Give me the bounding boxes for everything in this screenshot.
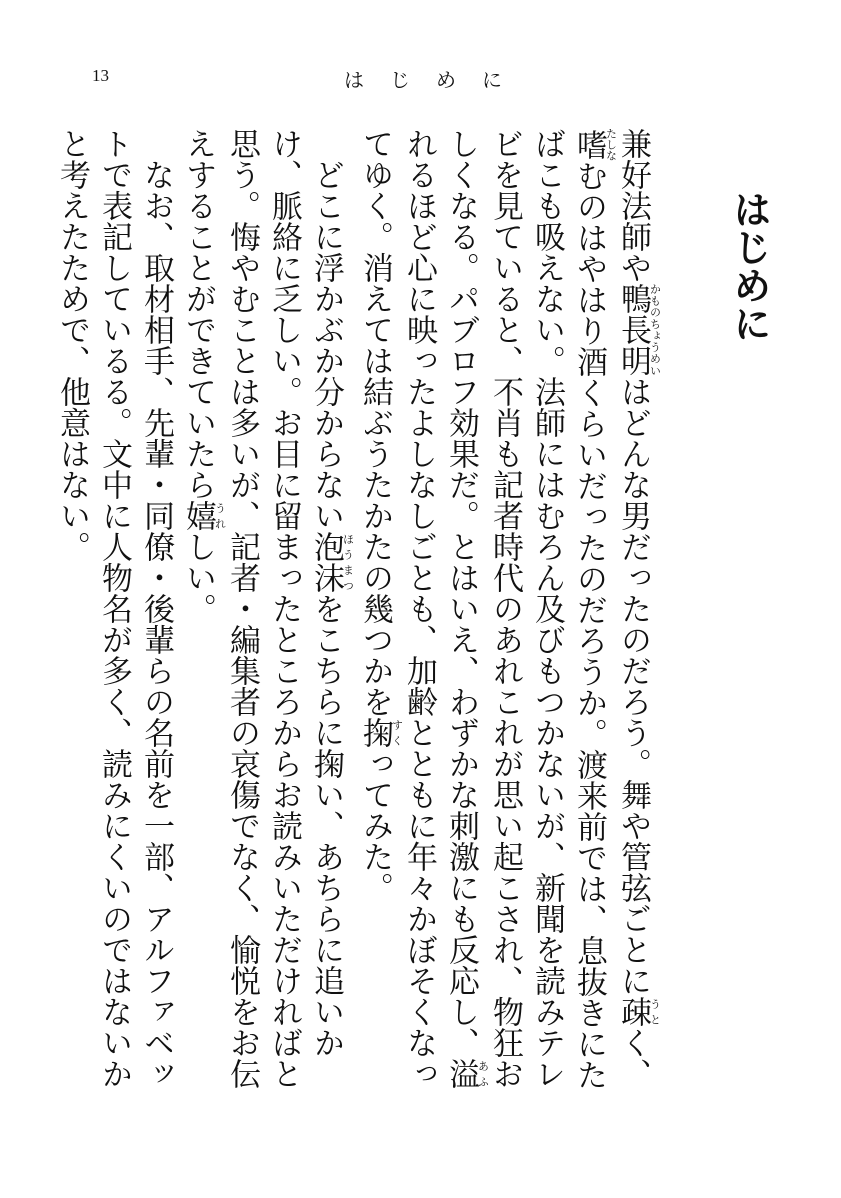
vertical-text-block (51, 128, 771, 1118)
ruby-annotated-text (571, 128, 618, 161)
paragraph (354, 128, 661, 1118)
text-segment: ってみた。 (357, 748, 393, 903)
running-head: はじめに (344, 70, 528, 92)
paragraph (51, 128, 177, 1118)
ruby-reading: すく (390, 717, 404, 748)
ruby-reading: あふ (476, 1058, 490, 1089)
ruby-base: 泡沫 (308, 531, 344, 593)
text-segment: れるほど心に映ったよしなしごとも、加齢とともに年々かぼそくなってゆく。消えては結ぶうたかたの幾つかを (357, 128, 437, 1089)
text-segment: く、 (615, 1027, 651, 1089)
paragraph (177, 128, 354, 1118)
text-segment: なお、取材相手、先輩・同僚・後輩らの名前を一部、アルファベットで表記しているる。文中に人物名が多く、読みにくいのではないかと考えたためで、他意はない。 (54, 128, 174, 1089)
text-segment: しい。 (180, 531, 216, 624)
ruby-annotated-text (308, 531, 355, 593)
page-number: 13 (92, 66, 109, 85)
page-header (0, 66, 841, 96)
text-segment: をこちらに掬い、あちらに追いかけ、脈絡に乏しい。お目に留まったところからお読みいただければと思う。悔やむことは多いが、記者・編集者の哀傷でなく、愉悦をお伝えすることができていたら (180, 128, 344, 1089)
ruby-reading: かものちょうめい (648, 283, 662, 376)
ruby-annotated-text (180, 500, 227, 531)
chapter-title: はじめに (727, 190, 771, 342)
text-segment: はどんな男だったのだろう。舞や管弦ごとに (615, 376, 651, 996)
ruby-reading: うれ (213, 500, 227, 531)
ruby-base: 疎 (615, 996, 651, 1027)
ruby-reading: うと (648, 996, 662, 1027)
ruby-base: 嬉 (180, 500, 216, 531)
text-segment: 兼好法師や (615, 128, 651, 283)
ruby-reading: たしな (604, 128, 618, 161)
ruby-reading: ほうまつ (341, 531, 355, 593)
ruby-annotated-text (357, 717, 404, 748)
ruby-annotated-text (615, 996, 662, 1027)
text-segment: むのはやはり酒くらいだったのだろうか。渡来前では、息抜きにたばこも吸えない。法師にはむろん及びもつかないが、新聞を読みテレビを見ていると、不肖も記者時代のあれこれが思い起こされ、物狂おしくなる。パブロフ効果だ。とはいえ、わずかな刺激にも反応し、 (443, 128, 607, 1090)
ruby-annotated-text (615, 283, 662, 376)
ruby-annotated-text (443, 1058, 490, 1089)
ruby-base: 溢 (443, 1058, 479, 1089)
text-segment: どこに浮かぶか分からない (308, 159, 344, 531)
ruby-base: 掬 (357, 717, 393, 748)
ruby-base: 嗜 (571, 128, 607, 161)
ruby-base: 鴨長明 (615, 283, 651, 376)
